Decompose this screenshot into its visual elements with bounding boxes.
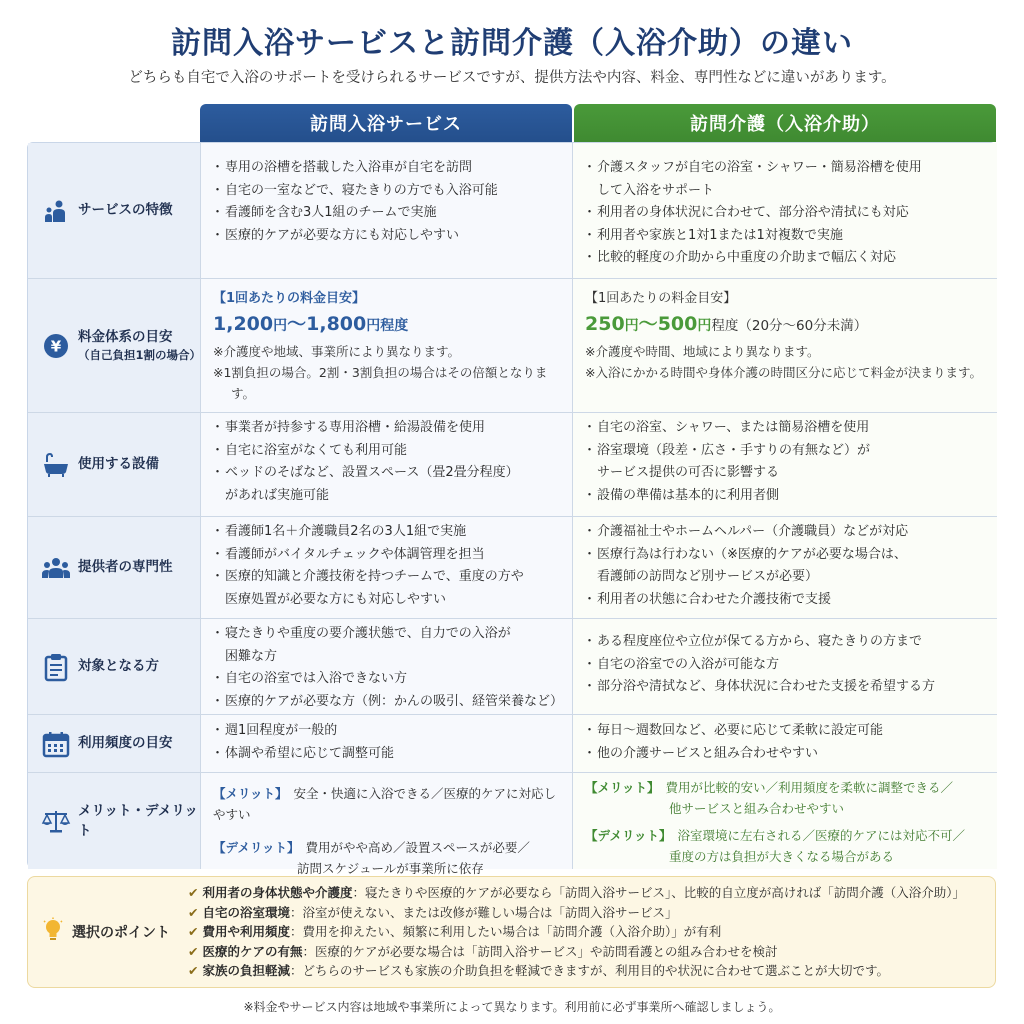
lightbulb-icon bbox=[42, 917, 64, 947]
list-item: ・ 体調や希望に応じて調整可能 bbox=[213, 743, 560, 766]
list-item: ・ 毎日～週数回など、必要に応じて柔軟に設定可能 bbox=[585, 720, 985, 743]
column-header-home-care: 訪問介護（入浴介助） bbox=[574, 104, 996, 142]
page-subtitle: どちらも自宅で入浴のサポートを受けられるサービスですが、提供方法や内容、料金、専門性などに違いがあります。 bbox=[128, 70, 896, 86]
list-item: ・ 利用者の状態に合わせた介護技術で支援 bbox=[585, 589, 985, 612]
demerit-line-cont: 訪問スケジュールが事業所に依存 bbox=[297, 861, 484, 876]
row-label: 提供者の専門性 bbox=[28, 517, 201, 618]
cell-home-care bbox=[573, 413, 997, 516]
page-title: 訪問入浴サービスと訪問介護（入浴介助）の違い bbox=[171, 26, 853, 61]
list-item: ・ 医療的ケアが必要な方（例：かんの吸引、経管栄養など） bbox=[213, 691, 560, 714]
point-item: ✔ 利用者の身体状態や介護度：寝たきりや医療的ケアが必要なら「訪問入浴サービス」、比較的自立度が高ければ「訪問介護（入浴介助）」 bbox=[188, 885, 966, 900]
list-item: ・ 週1回程度が一般的 bbox=[213, 720, 560, 743]
selection-points-box bbox=[27, 876, 996, 988]
list-item: ・ 利用者や家族と1対1または1対複数で実施 bbox=[585, 225, 985, 248]
merit-line-cont: 他サービスと組み合わせやすい bbox=[669, 801, 845, 816]
price-heading: 【1回あたりの料金目安】 bbox=[213, 291, 366, 306]
row-label: 利用頻度の目安 bbox=[28, 715, 201, 772]
row-frequency bbox=[28, 715, 997, 773]
list-item: ・ 看護師を含む3人1組のチームで実施 bbox=[213, 202, 560, 225]
list-item: ・ 自宅の浴室では入浴できない方 bbox=[213, 668, 560, 691]
cell-visiting-bath bbox=[201, 413, 573, 516]
list-item: ・ 自宅の浴室での入浴が可能な方 bbox=[585, 654, 985, 677]
yen-icon bbox=[42, 332, 70, 360]
list-item: ・ 寝たきりや重度の要介護状態で、自力での入浴が 困難な方 bbox=[213, 623, 560, 668]
list-item: ・ 比較的軽度の介助から中重度の介助まで幅広く対応 bbox=[585, 247, 985, 270]
cell-home-care bbox=[573, 279, 997, 412]
list-item: ・ 設備の準備は基本的に利用者側 bbox=[585, 485, 985, 508]
list-item: ・ 看護師がバイタルチェックや体調管理を担当 bbox=[213, 544, 560, 567]
cell-visiting-bath bbox=[201, 773, 573, 876]
list-item: ・ 浴室環境（段差・広さ・手すりの有無など）が サービス提供の可否に影響する bbox=[585, 440, 985, 485]
demerit-line: 【デメリット】 浴室環境に左右される／医療的ケアには対応不可／ bbox=[585, 828, 966, 843]
selection-points-label: 選択のポイント bbox=[72, 925, 170, 941]
list-item: ・ 他の介護サービスと組み合わせやすい bbox=[585, 743, 985, 766]
row-label: メリット・デメリット bbox=[28, 773, 201, 869]
point-item: ✔ 費用や利用頻度：費用を抑えたい、頻繁に利用したい場合は「訪問介護（入浴介助）」が有利 bbox=[188, 924, 722, 940]
column-header-visiting-bath: 訪問入浴サービス bbox=[200, 104, 572, 142]
price-note: ※入浴にかかる時間や身体介護の時間区分に応じて料金が決まります。 bbox=[585, 365, 982, 380]
cell-home-care bbox=[573, 773, 997, 869]
row-price bbox=[28, 279, 997, 413]
row-merits bbox=[28, 773, 997, 876]
list-item: ・ 看護師1名＋介護職員2名の3人1組で実施 bbox=[213, 521, 560, 544]
row-label: ¥ 料金体系の目安 （自己負担1割の場合） bbox=[28, 279, 201, 412]
point-item: ✔ 家族の負担軽減：どちらのサービスも家族の介助負担を軽減できますが、利用目的や状況に合わせて選ぶことが大切です。 bbox=[188, 963, 890, 979]
footnote: ※料金やサービス内容は地域や事業所によって異なります。利用前に必ず事業所へ確認しましょう。 bbox=[243, 1000, 781, 1014]
selection-points-list bbox=[188, 877, 965, 987]
cell-visiting-bath bbox=[201, 619, 573, 714]
scales-icon bbox=[42, 807, 70, 835]
row-features bbox=[28, 143, 997, 279]
list-item: ・ 自宅の浴室、シャワー、または簡易浴槽を使用 bbox=[585, 417, 985, 440]
row-target bbox=[28, 619, 997, 715]
list-item: ・ 自宅の一室などで、寝たきりの方でも入浴可能 bbox=[213, 180, 560, 203]
list-item: ・ 専用の浴槽を搭載した入浴車が自宅を訪問 bbox=[213, 157, 560, 180]
list-item: ・ 利用者の身体状況に合わせて、部分浴や清拭にも対応 bbox=[585, 202, 985, 225]
price-heading: 【1回あたりの料金目安】 bbox=[585, 291, 737, 306]
row-label: サービスの特徴 bbox=[28, 143, 201, 278]
cell-home-care bbox=[573, 143, 997, 278]
people-icon bbox=[42, 554, 70, 582]
merit-line: 【メリット】 安全・快適に入浴できる／医療的ケアに対応しやすい bbox=[213, 786, 557, 822]
list-item: ・ 事業者が持参する専用浴槽・給湯設備を使用 bbox=[213, 417, 560, 440]
price-note: ※介護度や時間、地域により異なります。 bbox=[585, 344, 820, 359]
cell-visiting-bath bbox=[201, 143, 573, 278]
list-item: ・ 介護スタッフが自宅の浴室・シャワー・簡易浴槽を使用 して入浴をサポート bbox=[585, 157, 985, 202]
list-item: ・ ベッドのそばなど、設置スペース（畳2畳分程度） があれば実施可能 bbox=[213, 462, 560, 507]
list-item: ・ 部分浴や清拭など、身体状況に合わせた支援を希望する方 bbox=[585, 676, 985, 699]
row-label: 対象となる方 bbox=[28, 619, 201, 714]
list-item: ・ ある程度座位や立位が保てる方から、寝たきりの方まで bbox=[585, 631, 985, 654]
cell-visiting-bath bbox=[201, 279, 573, 412]
list-item: ・ 医療的知識と介護技術を持つチームで、重度の方や 医療処置が必要な方にも対応しやすい bbox=[213, 566, 560, 611]
comparison-table bbox=[27, 142, 996, 876]
merit-line: 【メリット】 費用が比較的安い／利用頻度を柔軟に調整できる／ bbox=[585, 780, 954, 795]
point-item: ✔ 医療的ケアの有無：医療的ケアが必要な場合は「訪問入浴サービス」や訪問看護との組み合わせを検討 bbox=[188, 943, 778, 959]
cell-visiting-bath bbox=[201, 517, 573, 618]
price-note: ※介護度や地域、事業所により異なります。 bbox=[213, 344, 460, 359]
row-expertise bbox=[28, 517, 997, 619]
calendar-icon bbox=[42, 730, 70, 758]
price-value: 1,200円～1,800円程度 bbox=[213, 313, 409, 335]
svg-text:¥: ¥ bbox=[50, 337, 62, 355]
demerit-line-cont: 重度の方は負担が大きくなる場合がある bbox=[669, 849, 895, 864]
price-value: 250円～500円程度（20分～60分未満） bbox=[585, 313, 868, 335]
row-equipment bbox=[28, 413, 997, 517]
cell-visiting-bath bbox=[201, 715, 573, 772]
cell-home-care bbox=[573, 715, 997, 772]
list-item: ・ 医療的ケアが必要な方にも対応しやすい bbox=[213, 225, 560, 248]
list-item: ・ 自宅に浴室がなくても利用可能 bbox=[213, 440, 560, 463]
cell-home-care bbox=[573, 517, 997, 618]
bathtub-icon bbox=[42, 451, 70, 479]
list-item: ・ 介護福祉士やホームヘルパー（介護職員）などが対応 bbox=[585, 521, 985, 544]
point-item: ✔ 自宅の浴室環境：浴室が使えない、または改修が難しい場合は「訪問入浴サービス」 bbox=[188, 904, 678, 920]
price-note: ※1割負担の場合。2割・3割負担の場合はその倍額となります。 bbox=[213, 365, 548, 401]
clipboard-icon bbox=[42, 653, 70, 681]
caregiver-icon bbox=[42, 197, 70, 225]
demerit-line: 【デメリット】 費用がやや高め／設置スペースが必要／ bbox=[213, 840, 530, 855]
cell-home-care bbox=[573, 619, 997, 714]
list-item: ・ 医療行為は行わない（※医療的ケアが必要な場合は、 看護師の訪問など別サービスが必要） bbox=[585, 544, 985, 589]
row-label: 使用する設備 bbox=[28, 413, 201, 516]
